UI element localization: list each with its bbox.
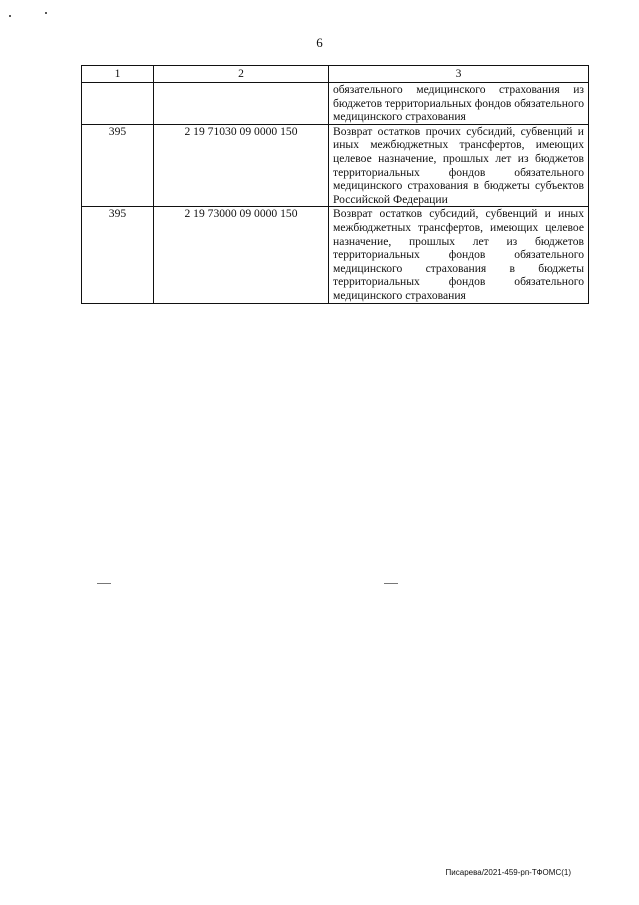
scan-speck	[45, 12, 47, 14]
admin-code-cell: 395	[82, 124, 154, 207]
budget-code-cell: 2 19 71030 09 0000 150	[154, 124, 329, 207]
description-cell: Возврат остатков прочих субсидий, субвенций и иных межбюджетных трансфертов, имеющих целевое назначение, прошлых лет из бюджетов территориальных фондов обязательного медицинского страхования в бюджеты субъектов Российской Федерации	[329, 124, 589, 207]
table-row	[82, 83, 589, 125]
separator-line	[97, 583, 111, 584]
column-header: 1	[82, 66, 154, 83]
description-cell: Возврат остатков субсидий, субвенций и иных межбюджетных трансфертов, имеющих целевое назначение, прошлых лет из бюджетов территориальных фондов обязательного медицинского страхования в бюджеты территориальных фондов обязательного медицинского страхования	[329, 207, 589, 303]
admin-code-cell	[82, 83, 154, 125]
scan-speck	[9, 15, 11, 17]
budget-code-cell: 2 19 73000 09 0000 150	[154, 207, 329, 303]
document-reference: Писарева/2021-459-рп-ТФОМС(1)	[445, 868, 571, 877]
budget-code-table	[81, 65, 589, 304]
table-header-row	[82, 66, 589, 83]
description-cell: обязательного медицинского страхования из бюджетов территориальных фондов обязательного медицинского страхования	[329, 83, 589, 125]
separator-line	[384, 583, 398, 584]
page-number: 6	[316, 35, 323, 50]
column-header: 2	[154, 66, 329, 83]
column-header: 3	[329, 66, 589, 83]
budget-code-cell	[154, 83, 329, 125]
table-row	[82, 124, 589, 207]
table-row	[82, 207, 589, 303]
admin-code-cell: 395	[82, 207, 154, 303]
